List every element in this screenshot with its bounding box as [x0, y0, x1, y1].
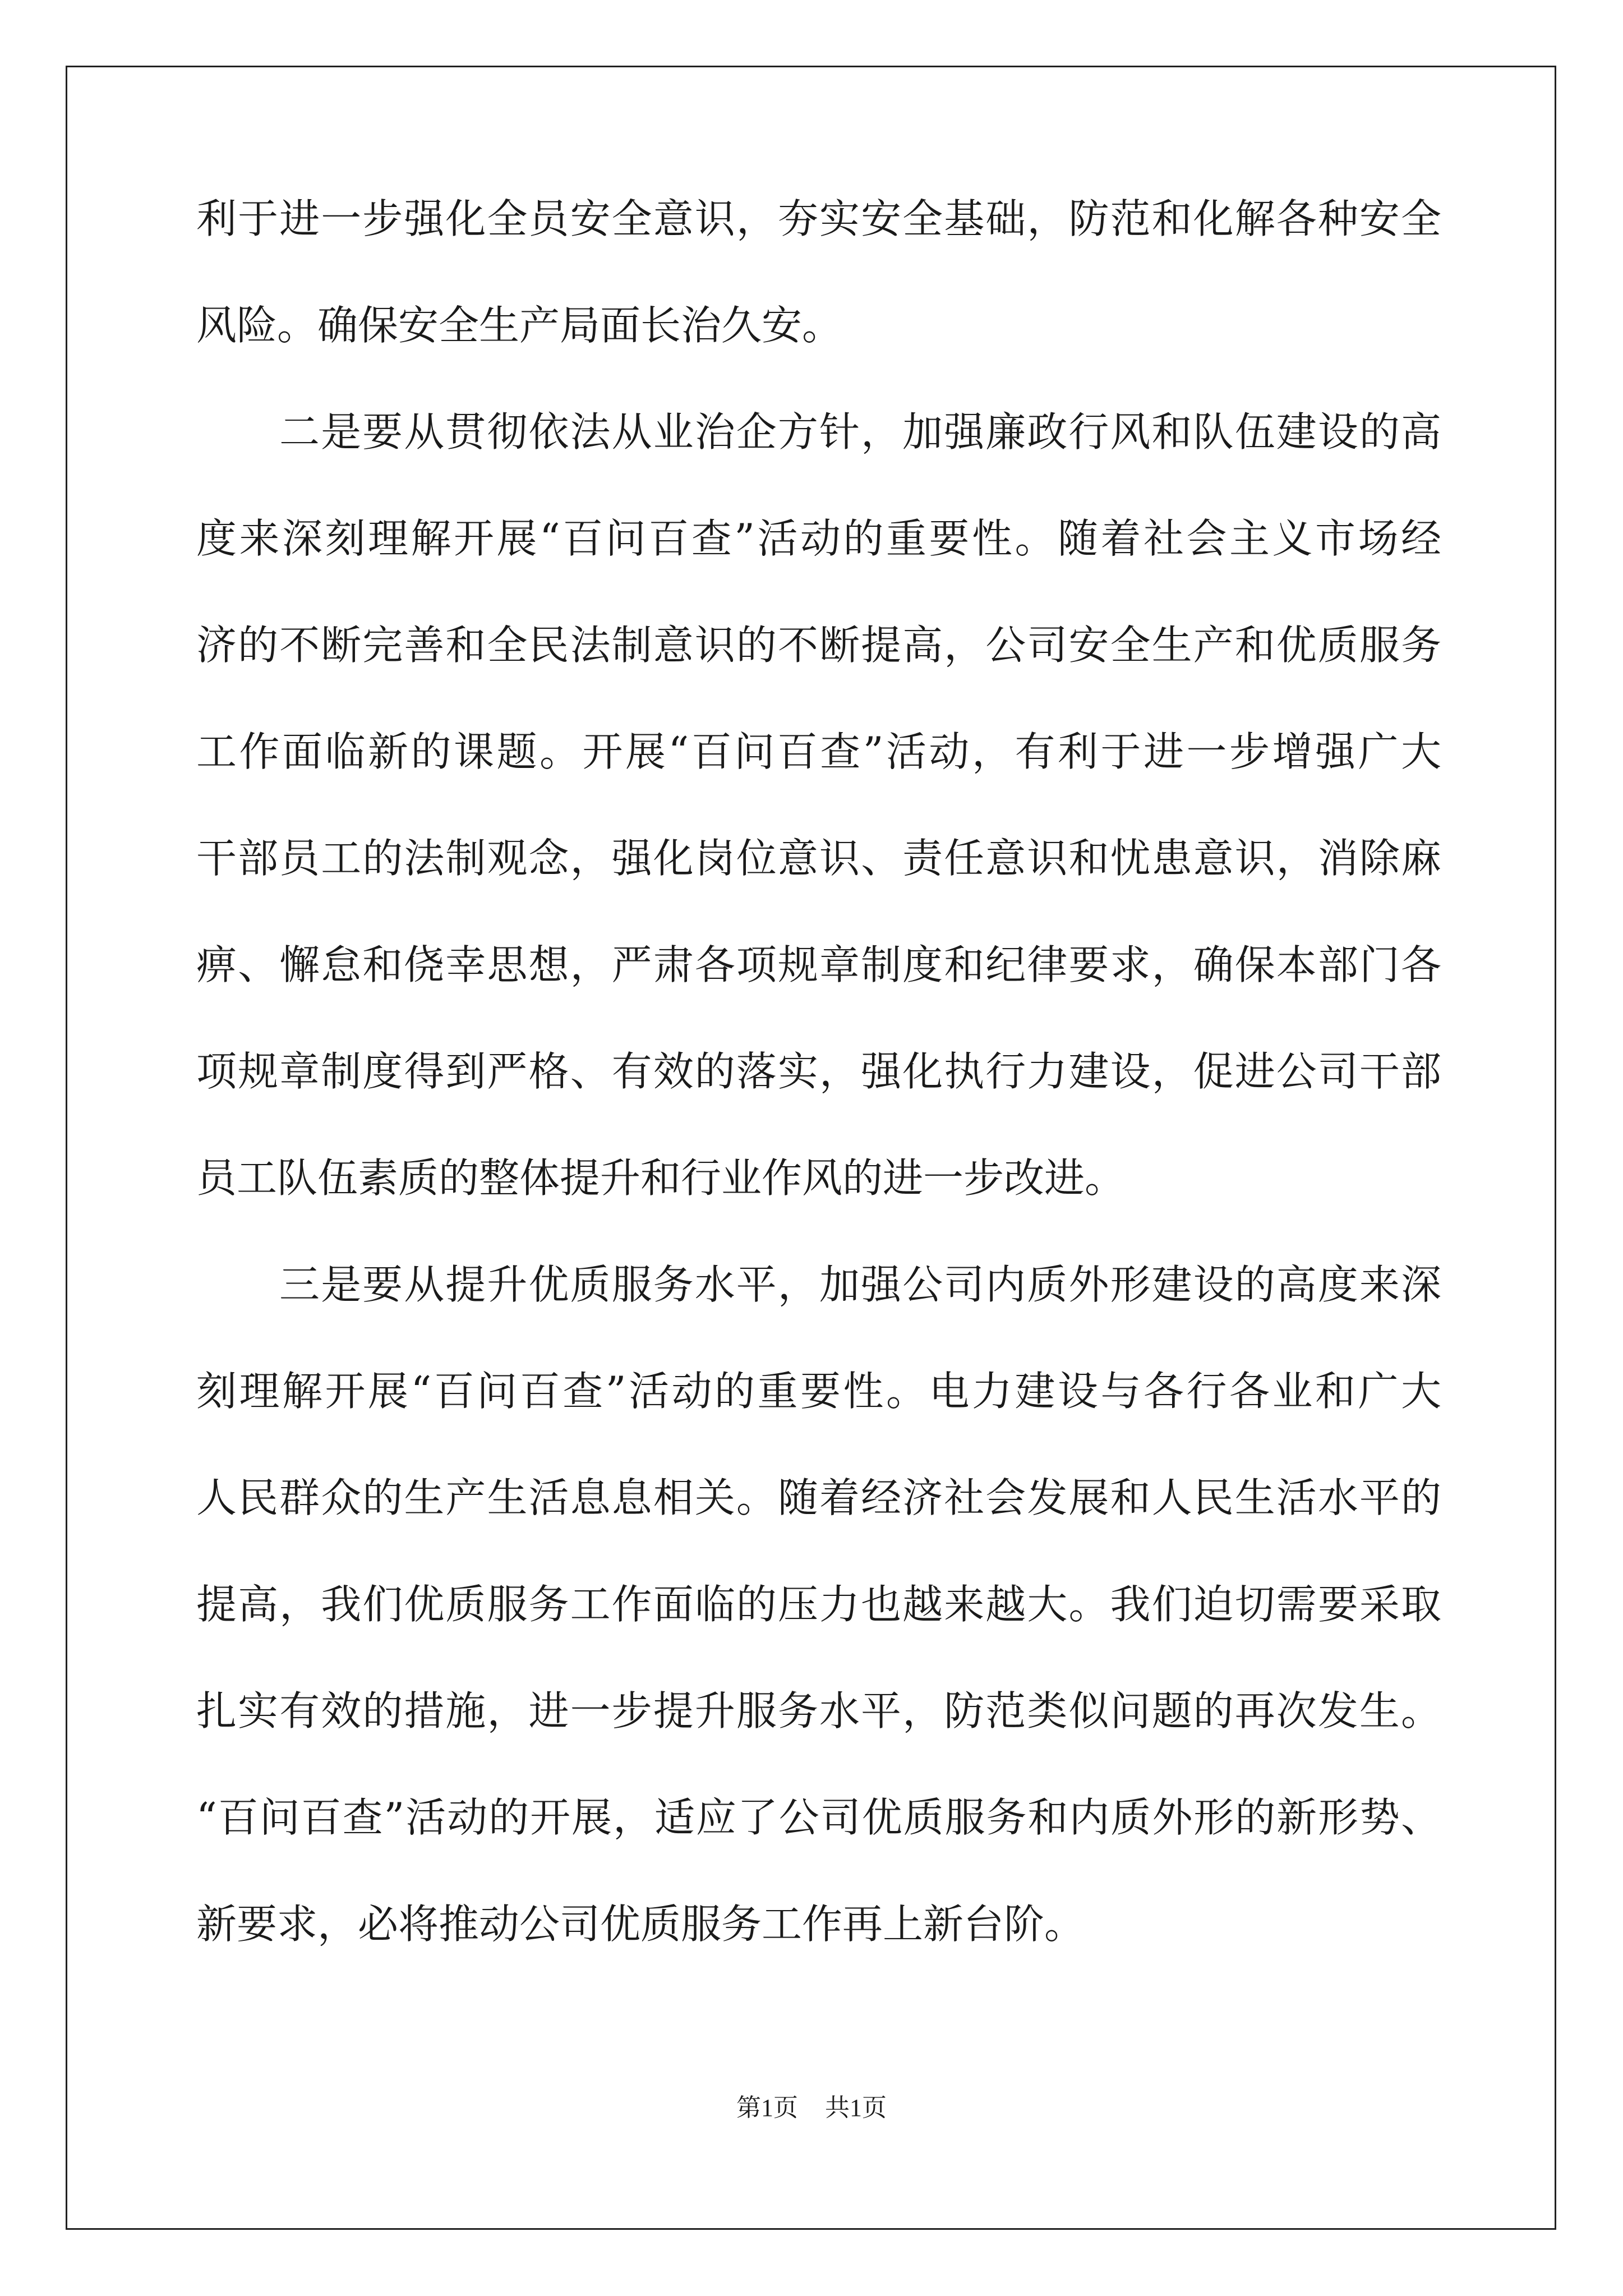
text-line: 扎实有效的措施，进一步提升服务水平，防范类似问题的再次发生。 — [196, 1687, 1441, 1734]
text-line: “百问百查”活动的开展，适应了公司优质服务和内质外形的新形势、 — [196, 1794, 1441, 1841]
text-line: 刻理解开展“百问百查”活动的重要性。电力建设与各行各业和广大 — [196, 1368, 1441, 1415]
text-line: 员工队伍素质的整体提升和行业作风的进一步改进。 — [196, 1154, 1126, 1202]
text-line: 利于进一步强化全员安全意识，夯实安全基础，防范和化解各种安全 — [196, 195, 1441, 242]
text-line: 痹、懈怠和侥幸思想，严肃各项规章制度和纪律要求，确保本部门各 — [196, 941, 1441, 988]
text-line: 新要求，必将推动公司优质服务工作再上新台阶。 — [196, 1901, 1085, 1948]
text-line: 度来深刻理解开展“百问百查”活动的重要性。随着社会主义市场经 — [196, 515, 1441, 562]
text-line: 工作面临新的课题。开展“百问百查”活动，有利于进一步增强广大 — [196, 728, 1441, 775]
text-line: 人民群众的生产生活息息相关。随着经济社会发展和人民生活水平的 — [196, 1474, 1441, 1521]
text-line: 济的不断完善和全民法制意识的不断提高，公司安全生产和优质服务 — [196, 622, 1441, 669]
text-line: 风险。确保安全生产局面长治久安。 — [196, 302, 843, 349]
paragraph-start-line: 二是要从贯彻依法从业治企方针，加强廉政行风和队伍建设的高 — [279, 408, 1441, 455]
page-total: 共1页 — [825, 2094, 887, 2122]
text-line: 项规章制度得到严格、有效的落实，强化执行力建设，促进公司干部 — [196, 1048, 1441, 1095]
text-line: 干部员工的法制观念，强化岗位意识、责任意识和忧患意识，消除麻 — [196, 835, 1441, 882]
page-number: 第1页 — [736, 2094, 798, 2122]
paragraph-start-line: 三是要从提升优质服务水平，加强公司内质外形建设的高度来深 — [279, 1261, 1441, 1308]
page-footer — [0, 2091, 1623, 2125]
text-line: 提高，我们优质服务工作面临的压力也越来越大。我们迫切需要采取 — [196, 1581, 1441, 1628]
